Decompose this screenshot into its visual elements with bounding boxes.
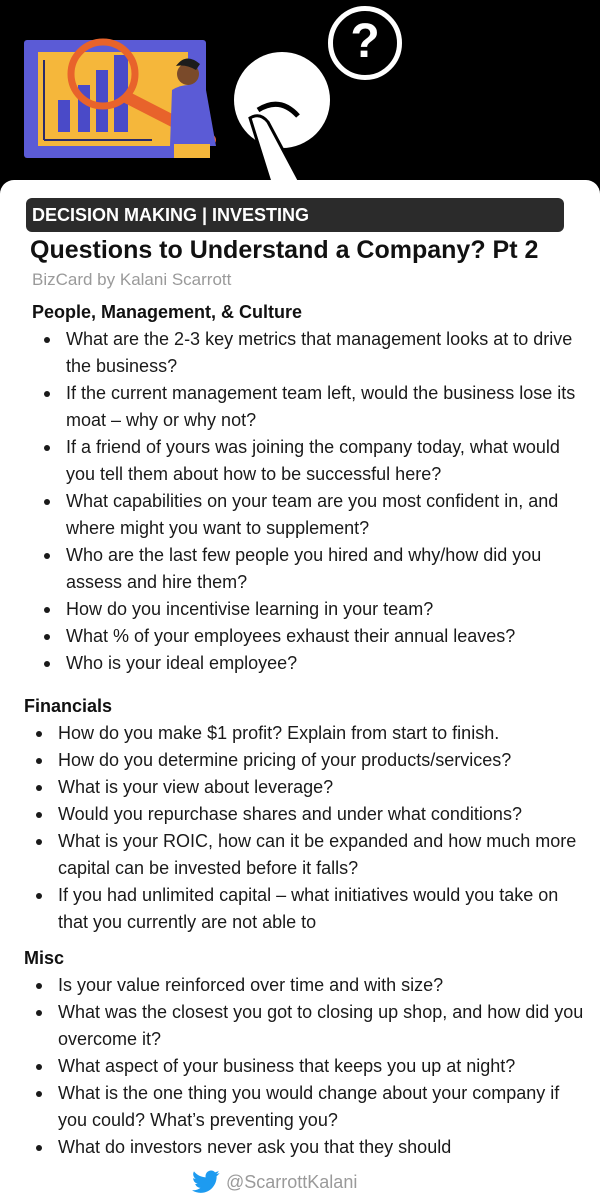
list-item: What capabilities on your team are you most confident in, and where might you want to supplement? xyxy=(36,488,586,542)
list-item: If you had unlimited capital – what initiatives would you take on that you currently are not able to xyxy=(28,882,588,936)
list-item: Is your value reinforced over time and with size? xyxy=(28,972,588,999)
section-heading-financials: Financials xyxy=(24,696,113,716)
footer-twitter[interactable] xyxy=(192,1170,357,1194)
question-list-people xyxy=(36,326,586,677)
page-title: Questions to Understand a Company? Pt 2 xyxy=(30,236,539,264)
question-list-misc xyxy=(28,972,588,1161)
list-item: If a friend of yours was joining the company today, what would you tell them about how to be successful here? xyxy=(36,434,586,488)
list-item: What was the closest you got to closing up shop, and how did you overcome it? xyxy=(28,999,588,1053)
question-circle-icon: ? xyxy=(328,6,402,80)
thinking-person-icon xyxy=(0,0,600,190)
twitter-bird-icon xyxy=(192,1170,220,1194)
category-tag: DECISION MAKING | INVESTING xyxy=(26,198,564,232)
list-item: Would you repurchase shares and under what conditions? xyxy=(28,801,588,828)
byline: BizCard by Kalani Scarrott xyxy=(32,270,232,289)
list-item: What aspect of your business that keeps you up at night? xyxy=(28,1053,588,1080)
list-item: Who are the last few people you hired and why/how did you assess and hire them? xyxy=(36,542,586,596)
list-item: How do you incentivise learning in your team? xyxy=(36,596,586,623)
section-heading-misc: Misc xyxy=(24,948,65,968)
list-item: What is your view about leverage? xyxy=(28,774,588,801)
list-item: What do investors never ask you that they should xyxy=(28,1134,588,1161)
list-item: Who is your ideal employee? xyxy=(36,650,586,677)
list-item: What is the one thing you would change about your company if you could? What’s preventing you? xyxy=(28,1080,588,1134)
twitter-handle[interactable]: @ScarrottKalani xyxy=(226,1171,358,1192)
list-item: What % of your employees exhaust their annual leaves? xyxy=(36,623,586,650)
list-item: What are the 2-3 key metrics that management looks at to drive the business? xyxy=(36,326,586,380)
section-heading-people: People, Management, & Culture xyxy=(32,302,303,322)
list-item: How do you make $1 profit? Explain from start to finish. xyxy=(28,720,588,747)
hero-banner xyxy=(0,0,600,190)
list-item: How do you determine pricing of your products/services? xyxy=(28,747,588,774)
list-item: What is your ROIC, how can it be expanded and how much more capital can be invested before it falls? xyxy=(28,828,588,882)
list-item: If the current management team left, would the business lose its moat – why or why not? xyxy=(36,380,586,434)
question-list-financials xyxy=(28,720,588,936)
